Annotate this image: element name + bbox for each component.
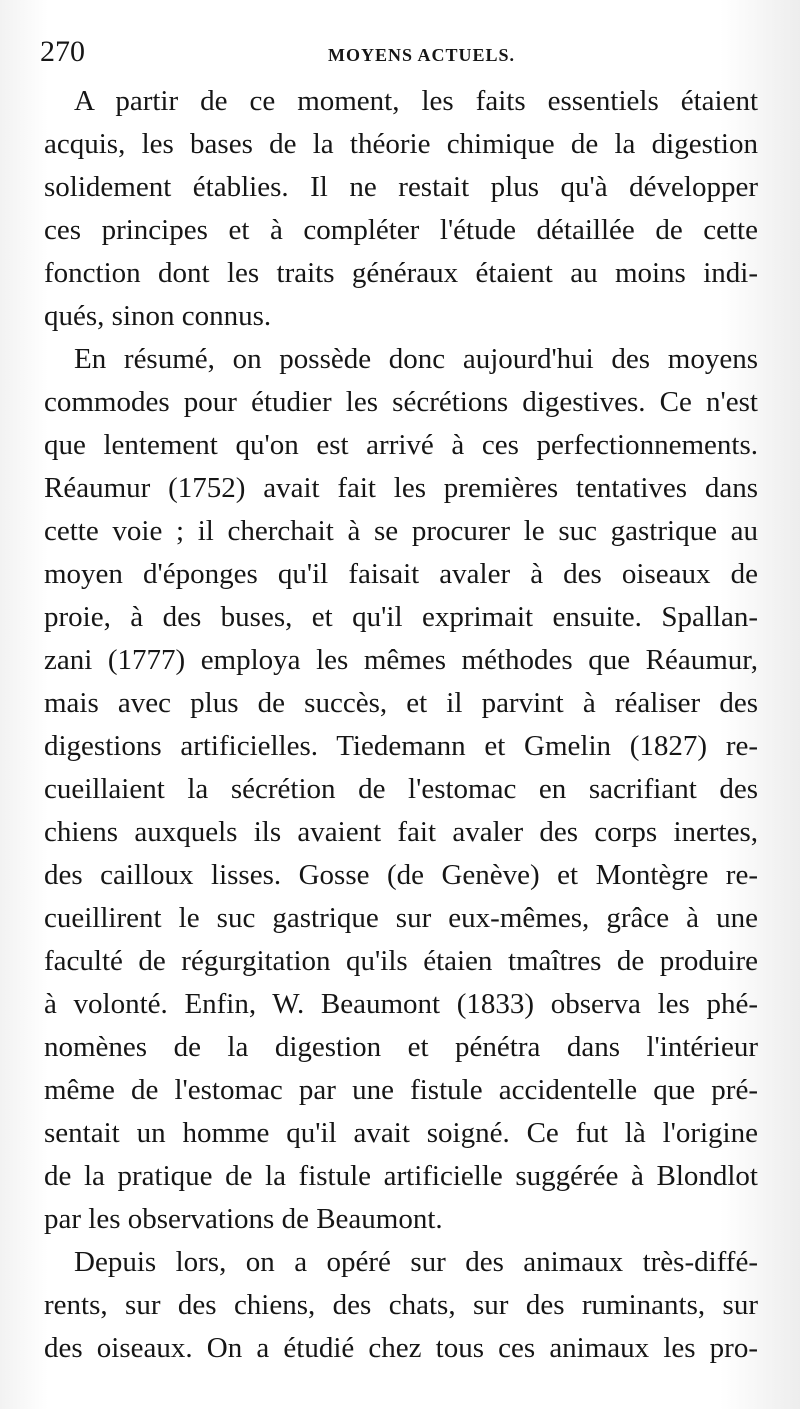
text-line: moyen d'éponges qu'il faisait avaler à des oiseaux de [44,558,758,590]
text-line: à volonté. Enfin, W. Beaumont (1833) observa les phé- [44,988,758,1020]
text-line: Depuis lors, on a opéré sur des animaux très-diffé- [74,1246,758,1278]
text-line: cueillirent le suc gastrique sur eux-mêmes, grâce à une [44,902,758,934]
text-line: cette voie ; il cherchait à se procurer le suc gastrique au [44,515,758,547]
text-line: qués, sinon connus. [44,300,272,332]
body-text [44,80,758,1370]
text-line: que lentement qu'on est arrivé à ces perfectionnements. [44,429,758,461]
text-line: ces principes et à compléter l'étude détaillée de cette [44,214,758,246]
text-line: zani (1777) employa les mêmes méthodes que Réaumur, [44,644,758,676]
text-line: des oiseaux. On a étudié chez tous ces animaux les pro- [44,1332,758,1364]
paragraph-3 [44,1241,758,1370]
text-line: Réaumur (1752) avait fait les premières tentatives dans [44,472,758,504]
text-line: commodes pour étudier les sécrétions digestives. Ce n'est [44,386,758,418]
paragraph-1 [44,80,758,338]
text-line: sentait un homme qu'il avait soigné. Ce fut là l'origine [44,1117,758,1149]
text-line: En résumé, on possède donc aujourd'hui des moyens [74,343,758,375]
paragraph-2 [44,338,758,1241]
text-line: solidement établies. Il ne restait plus qu'à développer [44,171,758,203]
page-number: 270 [40,35,85,68]
text-line: rents, sur des chiens, des chats, sur des ruminants, sur [44,1289,758,1321]
text-line: A partir de ce moment, les faits essentiels étaient [74,85,758,117]
running-head [40,30,760,74]
running-title: MOYENS ACTUELS. [328,45,516,65]
text-line: digestions artificielles. Tiedemann et Gmelin (1827) re- [44,730,758,762]
text-line: de la pratique de la fistule artificielle suggérée à Blondlot [44,1160,758,1192]
text-line: même de l'estomac par une fistule accidentelle que pré- [44,1074,758,1106]
text-line: fonction dont les traits généraux étaient au moins indi- [44,257,758,289]
text-line: cueillaient la sécrétion de l'estomac en sacrifiant des [44,773,758,805]
text-line: des cailloux lisses. Gosse (de Genève) et Montègre re- [44,859,758,891]
text-line: chiens auxquels ils avaient fait avaler des corps inertes, [44,816,758,848]
text-line: faculté de régurgitation qu'ils étaien tmaîtres de produire [44,945,758,977]
text-line: nomènes de la digestion et pénétra dans l'intérieur [44,1031,758,1063]
text-line: par les observations de Beaumont. [44,1203,443,1235]
text-line: proie, à des buses, et qu'il exprimait ensuite. Spallan- [44,601,758,633]
text-line: mais avec plus de succès, et il parvint à réaliser des [44,687,758,719]
text-line: acquis, les bases de la théorie chimique de la digestion [44,128,758,160]
